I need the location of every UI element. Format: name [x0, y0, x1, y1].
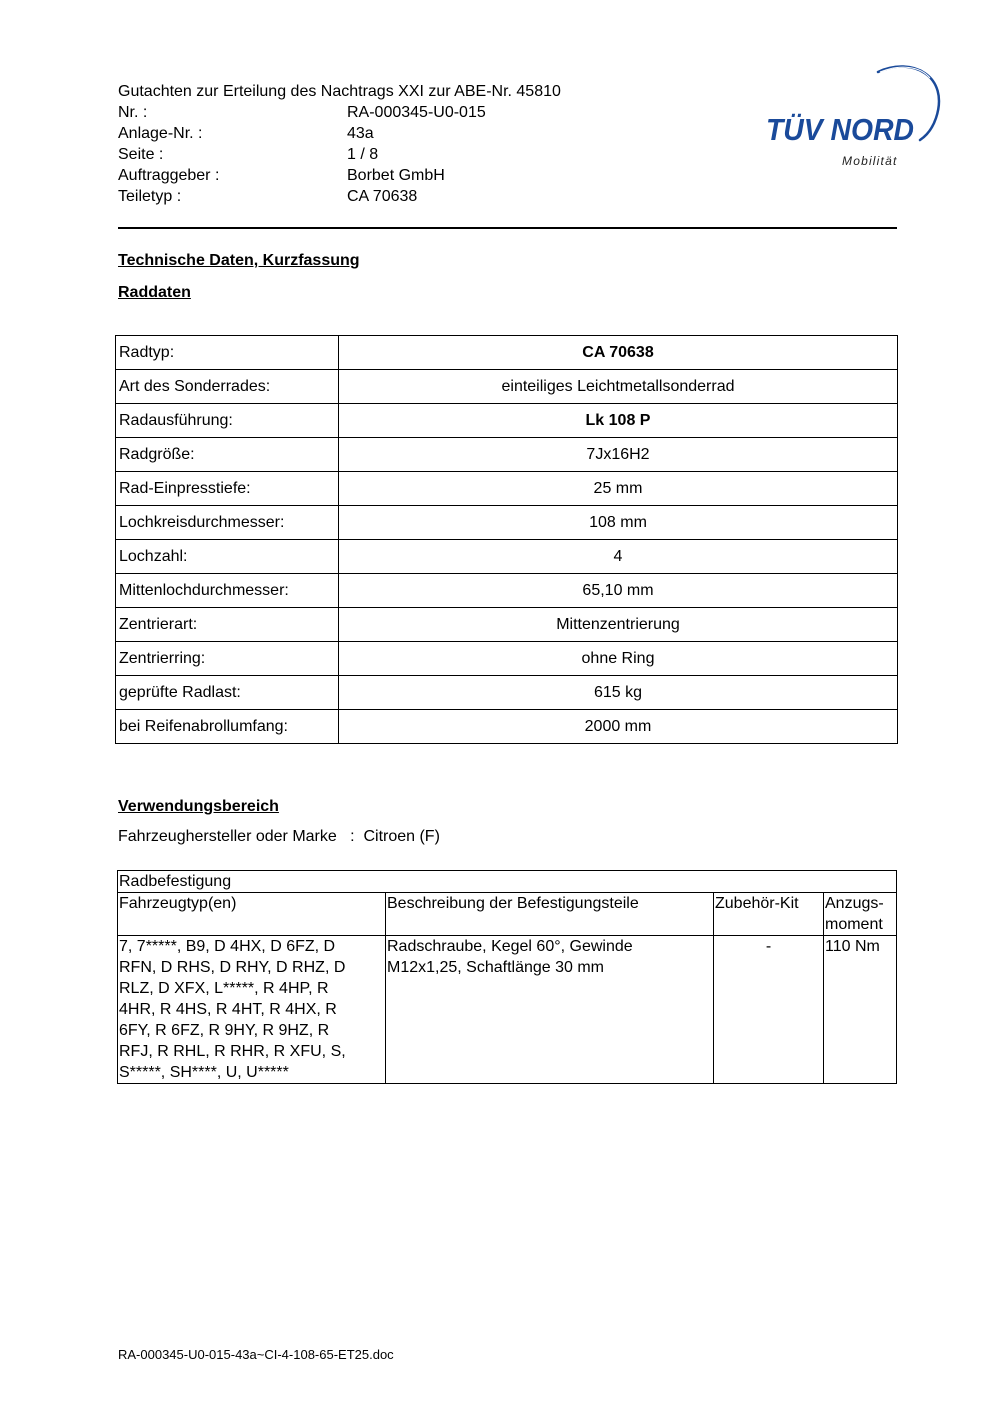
row-value: Mittenzentrierung	[339, 608, 898, 642]
header-label: Auftraggeber :	[118, 167, 220, 184]
table-title-row	[118, 871, 897, 893]
torque-cell: 110 Nm	[824, 936, 897, 1084]
cell-line: S*****, SH****, U, U*****	[119, 1064, 289, 1081]
table-row	[116, 710, 898, 744]
row-value: ohne Ring	[339, 642, 898, 676]
section-title-verwendung: Verwendungsbereich	[118, 798, 279, 815]
row-label: Zentrierart:	[116, 608, 339, 642]
table-row	[116, 676, 898, 710]
table-row	[116, 472, 898, 506]
column-header-moment	[824, 893, 897, 936]
row-label: Art des Sonderrades:	[116, 370, 339, 404]
header-value: 1 / 8	[347, 146, 379, 163]
row-label: Radausführung:	[116, 404, 339, 438]
logo-brand-text: TÜV NORD	[766, 112, 914, 147]
cell-line: RFJ, R RHL, R RHR, R XFU, S,	[119, 1043, 346, 1060]
header-value: Borbet GmbH	[347, 167, 445, 184]
cell-line: RLZ, D XFX, L*****, R 4HP, R	[119, 980, 329, 997]
tuv-nord-logo	[760, 58, 945, 173]
cell-line: M12x1,25, Schaftlänge 30 mm	[387, 959, 605, 976]
row-value: 4	[339, 540, 898, 574]
header-field-nr	[118, 102, 718, 123]
accessory-kit-cell: -	[714, 936, 824, 1084]
header-field-seite	[118, 144, 718, 165]
column-header: Fahrzeugtyp(en)	[118, 893, 386, 936]
logo-subtitle-text: Mobilität	[842, 154, 898, 168]
footer-filename: RA-000345-U0-015-43a~CI-4-108-65-ET25.doc	[118, 1347, 394, 1362]
row-value: 108 mm	[339, 506, 898, 540]
table-row	[116, 336, 898, 370]
table-row	[116, 506, 898, 540]
table-row	[116, 642, 898, 676]
table-header-row	[118, 893, 897, 936]
table-title: Radbefestigung	[118, 871, 897, 893]
row-value: 25 mm	[339, 472, 898, 506]
row-label: geprüfte Radlast:	[116, 676, 339, 710]
header-label: Nr. :	[118, 104, 148, 121]
table-row	[116, 574, 898, 608]
row-label: Zentrierring:	[116, 642, 339, 676]
header-field-auftraggeber	[118, 165, 718, 186]
cell-line: 7, 7*****, B9, D 4HX, D 6FZ, D	[119, 938, 336, 955]
header-divider	[118, 227, 897, 229]
row-value: Lk 108 P	[339, 404, 898, 438]
fastener-description-cell	[386, 936, 714, 1084]
row-label: Radtyp:	[116, 336, 339, 370]
maker-value: Citroen (F)	[363, 828, 440, 845]
row-label: Radgröße:	[116, 438, 339, 472]
table-row	[116, 404, 898, 438]
table-row	[116, 540, 898, 574]
table-row	[116, 438, 898, 472]
row-label: bei Reifenabrollumfang:	[116, 710, 339, 744]
document-header	[118, 81, 718, 207]
header-label: Anlage-Nr. :	[118, 125, 203, 142]
maker-label: Fahrzeughersteller oder Marke	[118, 828, 337, 845]
report-title: Gutachten zur Erteilung des Nachtrags XXI zur ABE-Nr. 45810	[118, 83, 561, 100]
vehicle-maker-line	[118, 828, 440, 846]
cell-line: 6FY, R 6FZ, R 9HY, R 9HZ, R	[119, 1022, 330, 1039]
maker-separator: :	[350, 828, 355, 845]
header-field-teiletyp	[118, 186, 718, 207]
header-label: Teiletyp :	[118, 188, 182, 205]
header-label: Seite :	[118, 146, 164, 163]
header-value: RA-000345-U0-015	[347, 104, 486, 121]
raddaten-table	[115, 335, 898, 744]
header-field-anlage	[118, 123, 718, 144]
cell-line: 4HR, R 4HS, R 4HT, R 4HX, R	[119, 1001, 337, 1018]
row-value: 7Jx16H2	[339, 438, 898, 472]
table-row	[116, 608, 898, 642]
column-header: Beschreibung der Befestigungsteile	[386, 893, 714, 936]
row-value: 615 kg	[339, 676, 898, 710]
row-label: Lochkreisdurchmesser:	[116, 506, 339, 540]
section-title-raddaten: Raddaten	[118, 284, 191, 301]
table-row	[116, 370, 898, 404]
header-line: Anzugs-	[825, 895, 884, 912]
cell-line: Radschraube, Kegel 60°, Gewinde	[387, 938, 633, 955]
befestigung-table	[117, 870, 897, 1084]
cell-line: RFN, D RHS, D RHY, D RHZ, D	[119, 959, 346, 976]
row-value: 65,10 mm	[339, 574, 898, 608]
header-value: 43a	[347, 125, 374, 142]
table-row	[118, 936, 897, 1084]
section-title-tech: Technische Daten, Kurzfassung	[118, 252, 360, 269]
vehicle-types-cell	[118, 936, 386, 1084]
row-label: Mittenlochdurchmesser:	[116, 574, 339, 608]
row-value: einteiliges Leichtmetallsonderrad	[339, 370, 898, 404]
header-value: CA 70638	[347, 188, 418, 205]
row-label: Lochzahl:	[116, 540, 339, 574]
column-header: Zubehör-Kit	[714, 893, 824, 936]
header-line: moment	[825, 916, 883, 933]
row-value: CA 70638	[339, 336, 898, 370]
row-value: 2000 mm	[339, 710, 898, 744]
row-label: Rad-Einpresstiefe:	[116, 472, 339, 506]
